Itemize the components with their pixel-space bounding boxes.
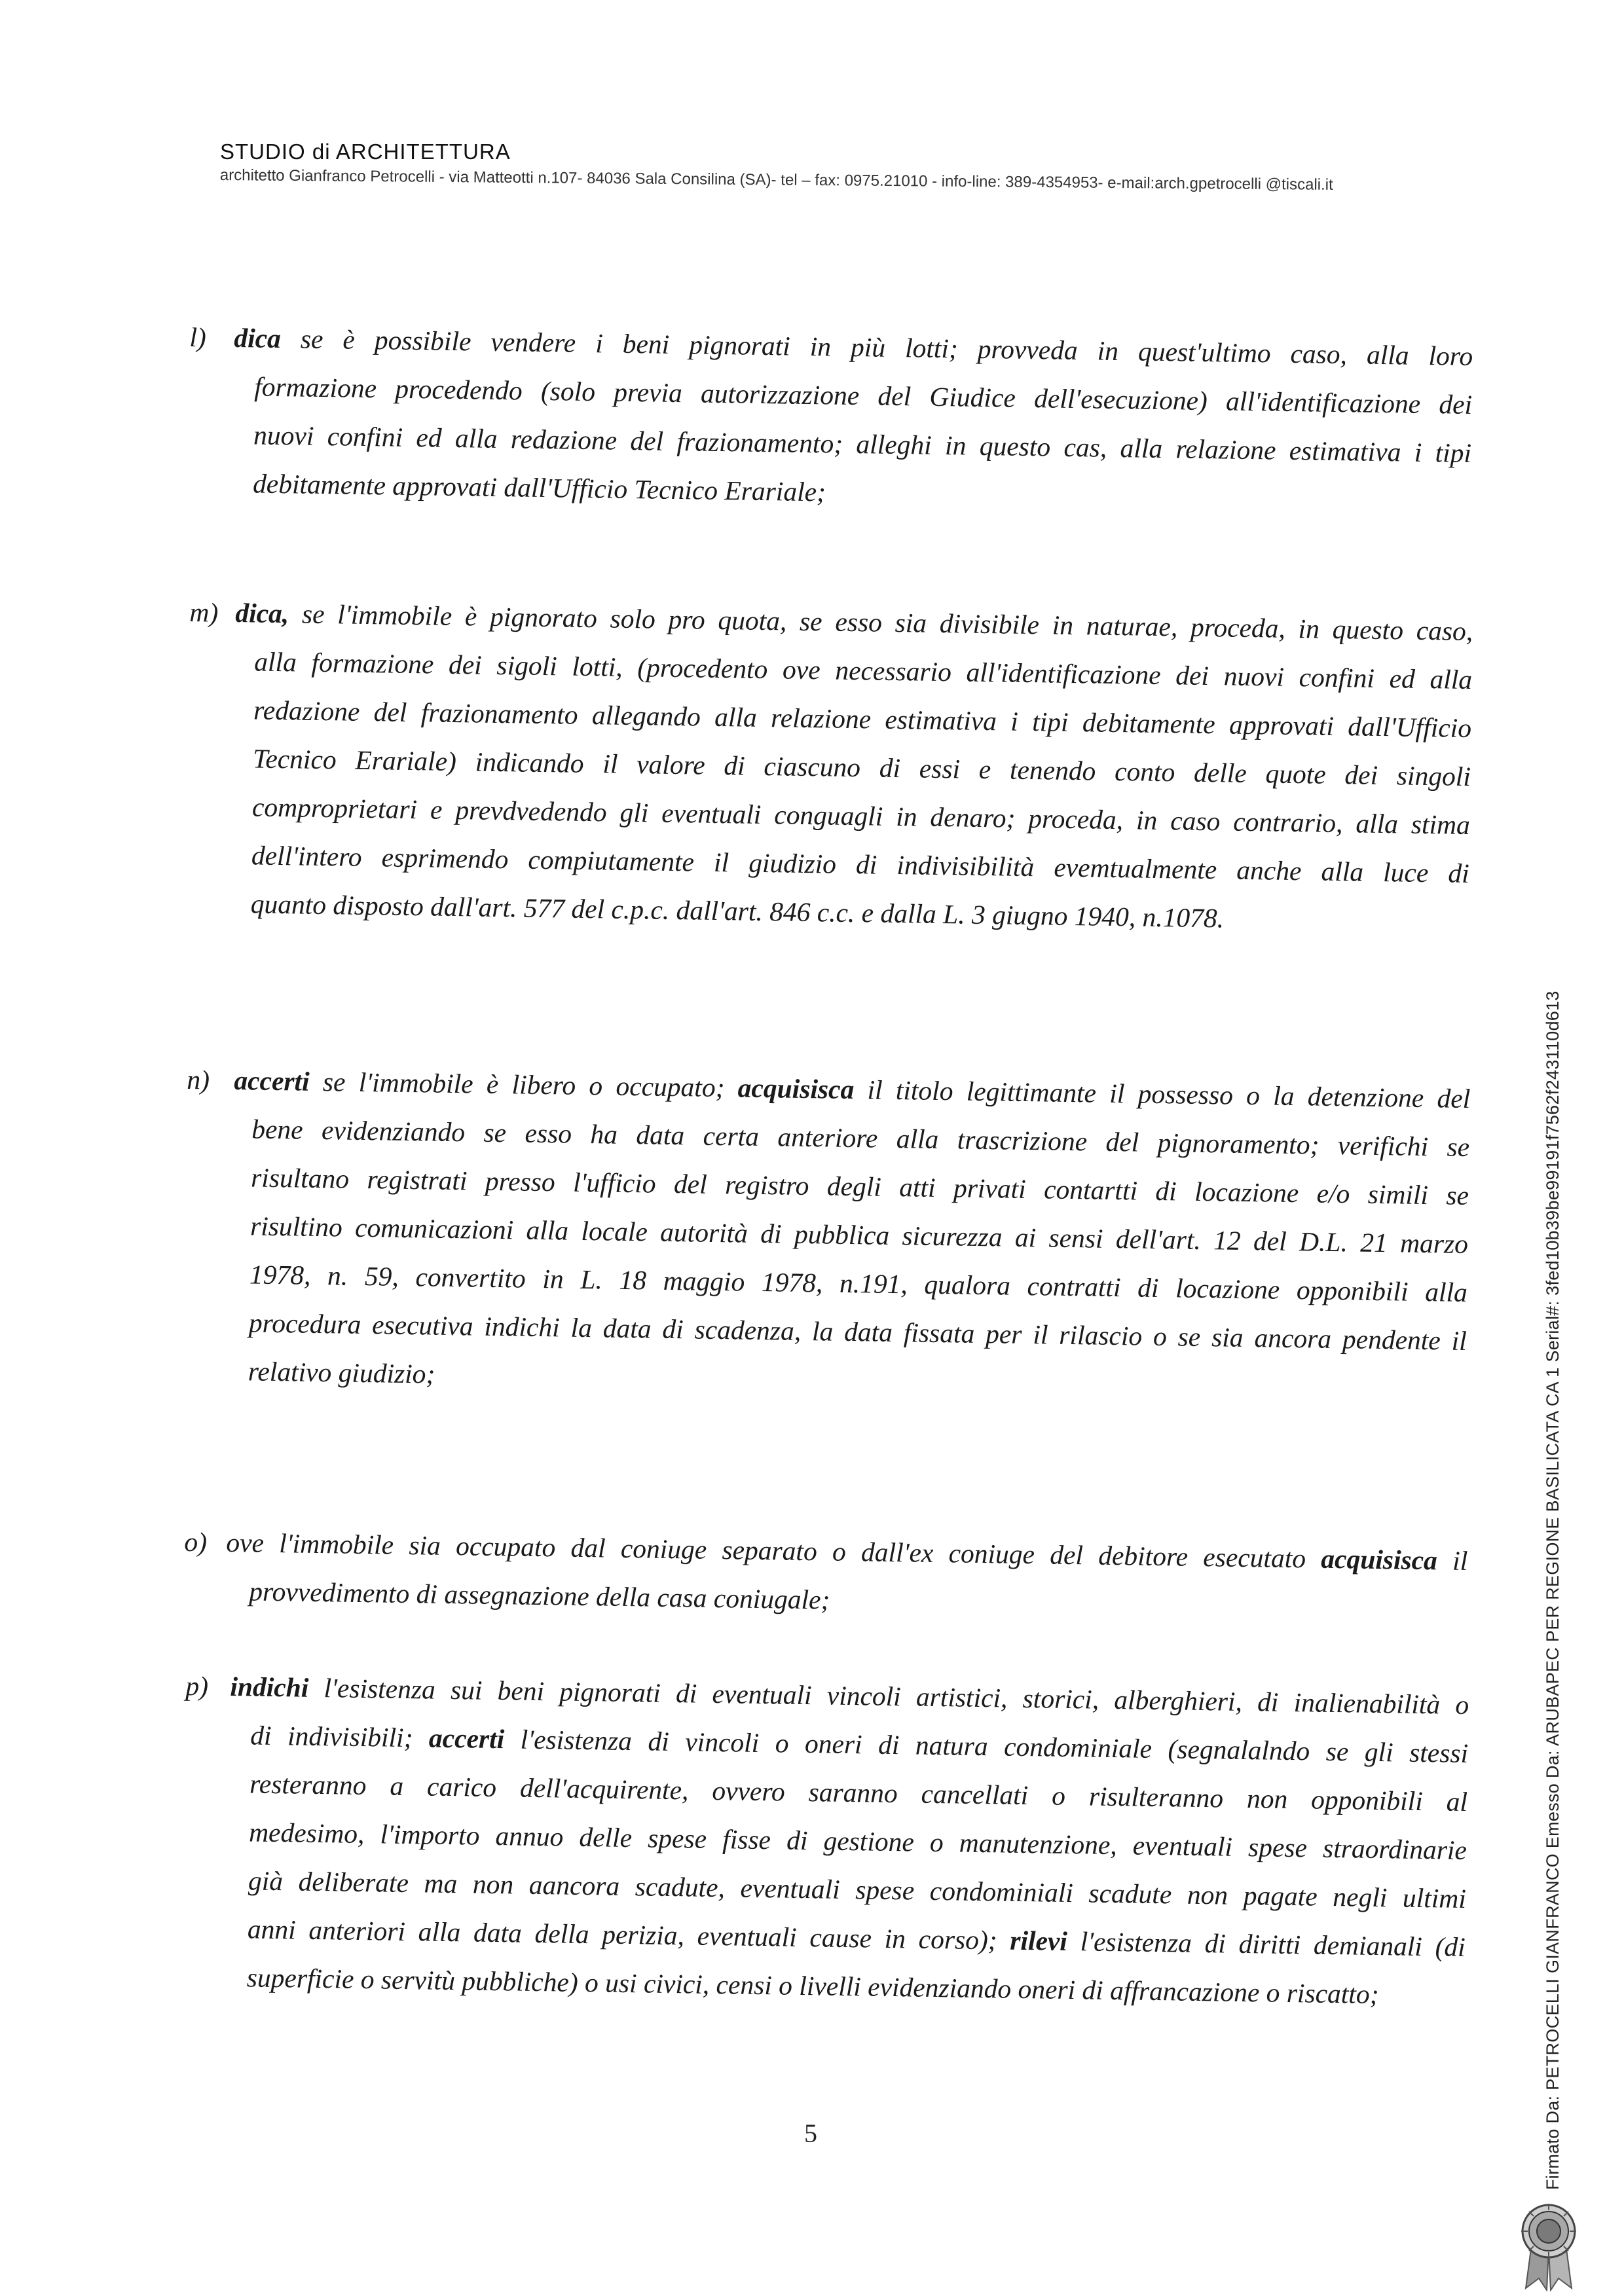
paragraph-line: debitamente approvati dall'Ufficio Tecnico Erariale; [252,468,826,507]
paragraph-line: ove l'immobile sia occupato dal coniuge separato o dall'ex coniuge del debitore esecutato acquisisca il [226,1527,1468,1576]
keyword: dica [234,323,282,354]
paragraph-line: dell'intero esprimendo compiutamente il giudizio di indivisibilità evemtualmente anche alla luce di [251,840,1470,889]
item-marker: o) [184,1526,208,1558]
seal-ribbon-icon [1513,2200,1585,2291]
item-marker: p) [185,1670,209,1702]
paragraph-line: provvedimento di assegnazione della casa coniugale; [249,1576,830,1615]
paragraph-line: relativo giudizio; [248,1356,435,1389]
paragraph-n [182,1055,1470,1413]
studio-contact-line: architetto Gianfranco Petrocelli - via Matteotti n.107- 84036 Sala Consilina (SA)- tel – fax: 0975.21010 - info-line: 389-4354953- e-mail:arch.gpetrocelli @tiscali.it [219,166,1333,194]
paragraph-line: 1978, n. 59, convertito in L. 18 maggio 1978, n.191, qualora contratti di locazione opponibili alla [249,1259,1468,1308]
paragraph-line: redazione del frazionamento allegando alla relazione estimativa i tipi debitamente approvati dall'Ufficio [253,695,1472,744]
item-marker: m) [189,596,219,628]
letterhead [219,139,1464,194]
keyword: dica, [235,598,289,629]
page-number: 5 [804,2119,817,2148]
paragraph-l [187,313,1473,526]
paragraph-line: procedura esecutiva indichi la data di scadenza, la data fissata per il rilascio o se sia ancora pendente il [248,1307,1467,1357]
keyword: acquisisca [737,1072,855,1105]
paragraph-line: già deliberate ma non aancora scadute, eventuali spese condominiali scadute non pagate negli ultimi [248,1865,1467,1914]
paragraph-line: risultano registrati presso l'ufficio del registro degli atti privati contartti di locazione e/o simili se [250,1162,1469,1211]
paragraph-line: dica, se l'immobile è pignorato solo pro quota, se esso sia divisibile in naturae, proceda, in questo caso, [235,598,1473,647]
paragraph-line: superficie o servitù pubbliche) o usi civici, censi o livelli evidenziando oneri di affrancazione o riscatto; [246,1962,1379,2010]
paragraph-line: alla formazione dei sigoli lotti, (procedento ove necessario all'identificazione dei nuovi confini ed alla [254,646,1473,695]
paragraph-line: dica se è possibile vendere i beni pignorati in più lotti; provveda in quest'ultimo caso, alla loro [234,323,1473,372]
keyword: acquisisca [1321,1543,1438,1576]
paragraph-line: quanto disposto dall'art. 577 del c.p.c. dall'art. 846 c.c. e dalla L. 3 giugno 1940, n.1078. [250,888,1225,934]
item-marker: l) [189,321,207,353]
paragraph-line: indichi l'esistenza sui beni pignorati di eventuali vincoli artistici, storici, alberghieri, di inalienabilità o [230,1671,1469,1721]
paragraph-line: formazione procedendo (solo previa autorizzazione del Giudice dell'esecuzione) all'identificazione dei [254,371,1473,420]
paragraph-line: bene evidenziando se esso ha data certa anteriore alla trascrizione del pignoramento; verifichi se [251,1114,1470,1163]
paragraph-line: resteranno a carico dell'acquirente, ovvero saranno cancellati o risulteranno non opponibili al [249,1768,1468,1817]
paragraph-line: comproprietari e prevdvedendo gli eventuali conguagli in denaro; proceda, in caso contrario, alla stima [251,792,1471,841]
paragraph-line: risultino comunicazioni alla locale autorità di pubblica sicurezza ai sensi dell'art. 12 del D.L. 21 marzo [249,1211,1469,1260]
digital-signature-text: Firmato Da: PETROCELLI GIANFRANCO Emesso Da: ARUBAPEC PER REGIONE BASILICATA CA 1 Serial#: 3fed10b39be99191f7562f243110d613 [1543,991,1562,2190]
item-marker: n) [187,1064,210,1095]
paragraph-line: Tecnico Erariale) indicando il valore di ciascuno di essi e tenendo conto delle quote dei singoli [252,743,1471,792]
paragraph-line: di indivisibili; accerti l'esistenza di vincoli o oneri di natura condominiale (segnalalndo se gli stessi [250,1720,1469,1769]
paragraph-m [185,588,1473,946]
paragraph-line: anni anteriori alla data della perizia, eventuali cause in corso); rilevi l'esistenza di diritti demianali (di [247,1914,1466,1963]
paragraph-p [181,1662,1469,2020]
paragraph-line: medesimo, l'importo annuo delle spese fisse di gestione o manutenzione, eventuali spese straordinarie [248,1817,1467,1866]
keyword: indichi [230,1671,309,1703]
paragraph-line: accerti se l'immobile è libero o occupato; acquisisca il titolo legittimante il possesso o la detenzione del [234,1065,1471,1114]
keyword: rilevi [1009,1925,1068,1957]
keyword: accerti [428,1722,505,1755]
paragraph-line: nuovi confini ed alla redazione del frazionamento; alleghi in questo cas, alla relazione estimativa i tipi [253,420,1472,469]
studio-title: STUDIO di ARCHITETTURA [220,139,511,164]
paragraph-o [183,1518,1468,1633]
keyword: accerti [234,1065,310,1097]
